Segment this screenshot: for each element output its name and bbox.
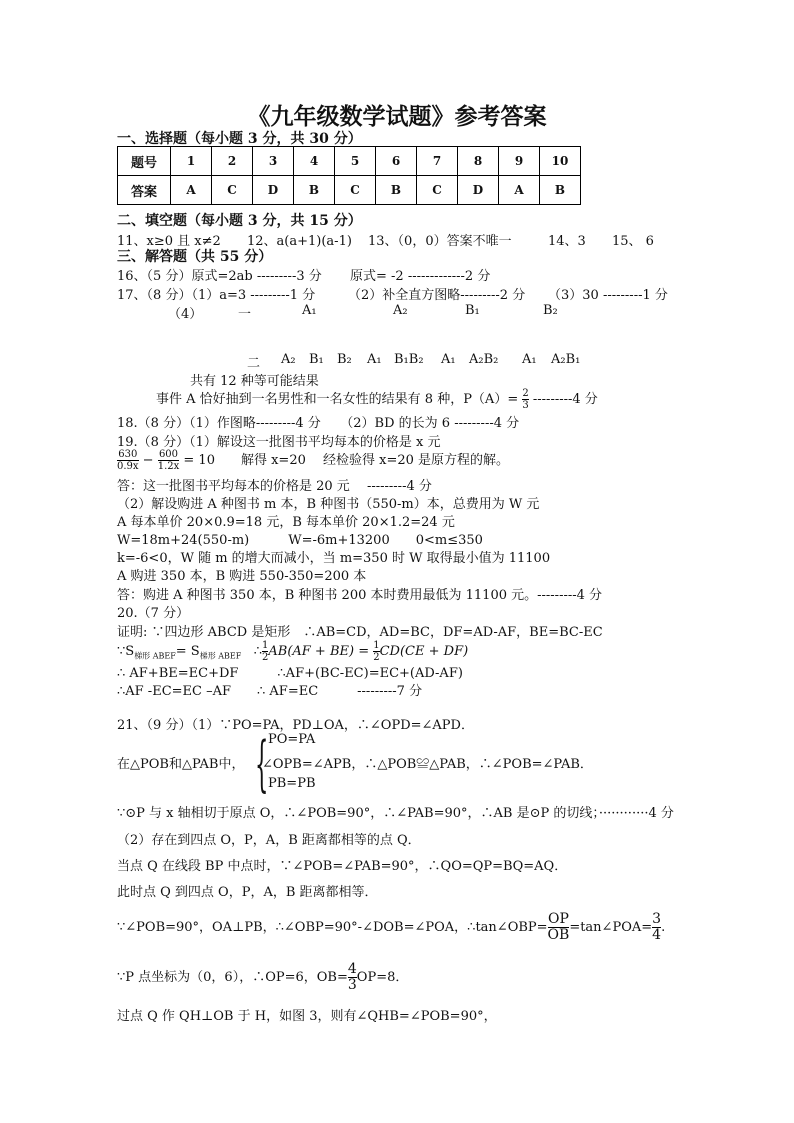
table-cell: C — [417, 176, 458, 205]
table-cell: D — [253, 176, 294, 205]
answer-15: 15、 6 — [612, 234, 654, 249]
brace-icon: { — [255, 729, 269, 799]
system-line1: PO=PA — [268, 732, 316, 747]
q16-part2: 原式= -2 -------------2 分 — [350, 269, 491, 284]
answer-table — [117, 146, 581, 205]
tree-node: 一 — [238, 307, 252, 322]
table-row — [118, 176, 581, 205]
q20-line2: $\because S_{梯形 ABEF}= S_{梯形 ABEF}$ ∴ $\frac{1}{2}$ AB(AF + BE) = $\frac{1}{2}$ CD(CE + DF) — [117, 640, 469, 663]
q19-line9: 答：购进 A 种图书 350 本，B 种图书 200 本时费用最低为 11100 元。---------4 分 — [117, 588, 603, 603]
tree-node: A₂ — [281, 352, 296, 367]
q20-line4: ∴AF -EC=EC –AF ∴ AF=EC ---------7 分 — [117, 684, 423, 699]
page-title: 《九年级数学试题》参考答案 — [247, 103, 547, 130]
fraction: $\frac{OP}{OB}$ — [547, 911, 570, 943]
table-cell: A — [171, 176, 212, 205]
table-cell: A — [499, 176, 540, 205]
q17-score: ---------4 分 — [532, 392, 598, 407]
q19-line4: （2）解设购进 A 种图书 m 本，B 种图书（550-m）本，总费用为 W 元 — [117, 497, 540, 512]
q20-heading: 20.（7 分） — [117, 606, 190, 621]
q21-line6: 此时点 Q 到四点 O，P，A，B 距离都相等． — [117, 885, 378, 900]
table-cell: 7 — [417, 147, 458, 176]
table-cell: 6 — [376, 147, 417, 176]
fraction: $\frac{600}{1.2x}$ — [157, 449, 180, 472]
table-cell: 1 — [171, 147, 212, 176]
system-line3: PB=PB — [268, 776, 316, 791]
answer-14: 14、3 — [548, 234, 586, 249]
table-cell: 2 — [212, 147, 253, 176]
q17-result: 共有 12 种等可能结果 — [190, 374, 319, 389]
q21-line3: ∵⊙P 与 x 轴相切于原点 O，∴∠POB=90°，∴∠PAB=90°，∴AB 是⊙P 的切线；············4 分 — [117, 806, 674, 821]
tree-node: B₁B₂ — [394, 352, 424, 367]
q21-line4: （2）存在到四点 O，P，A，B 距离都相等的点 Q． — [117, 833, 421, 848]
answer-12: 12、a(a+1)(a-1) — [247, 234, 352, 249]
fraction: $\frac{1}{2}$ — [373, 640, 380, 663]
q21-line7: ∵∠POB=90°，OA⊥PB，∴∠OBP=90°-∠DOB=∠POA，∴tan∠OBP= $\frac{OP}{OB}$ =tan∠POA= $\frac{3}{4}$ . — [117, 911, 666, 943]
section-choice-heading: 一、选择题（每小题 3 分，共 30 分） — [117, 131, 362, 147]
row-label: 题号 — [118, 147, 171, 176]
tree-label: 二 — [247, 356, 261, 371]
tree-label: （4） — [168, 307, 203, 322]
q21-line8: ∵P 点坐标为（0，6），∴OP=6，OB= $\frac{4}{3}$ OP=8． — [117, 961, 409, 993]
table-cell: 10 — [540, 147, 581, 176]
answer-13: 13、（0，0）答案不唯一 — [368, 234, 512, 249]
tree-node: A₁ — [302, 303, 317, 318]
table-row — [118, 147, 581, 176]
tree-node: B₁ — [465, 303, 480, 318]
row-label: 答案 — [118, 176, 171, 205]
table-cell: 3 — [253, 147, 294, 176]
fraction: $\frac{2}{3}$ — [522, 388, 529, 411]
fraction: $\frac{4}{3}$ — [347, 961, 357, 993]
q19-line6: W=18m+24(550-m) W=-6m+13200 0<m≤350 — [117, 533, 483, 548]
q19-line8: A 购进 350 本，B 购进 550-350=200 本 — [117, 569, 367, 584]
tree-node: A₁ — [441, 352, 456, 367]
system-line2: ∠OPB=∠APB，∴△POB≌△PAB，∴∠POB=∠PAB． — [262, 757, 593, 772]
q19-equation: $\frac{630}{0.9x}$ − $\frac{600}{1.2x}$ = 10 解得 x=20 经检验得 x=20 是原方程的解。 — [117, 449, 510, 472]
table-cell: B — [376, 176, 417, 205]
q17-part1: 17、（8 分）（1）a=3 ---------1 分 — [117, 288, 316, 303]
q20-line1: 证明: ∵四边形 ABCD 是矩形 ∴AB=CD，AD=BC，DF=AD-AF，BE=BC-EC — [117, 625, 603, 640]
section-solve-heading: 三、解答题（共 55 分） — [117, 249, 273, 265]
tree-node: B₂ — [543, 303, 558, 318]
q17-part2: （2）补全直方图略---------2 分 — [348, 288, 526, 303]
tree-node: A₂B₂ — [469, 352, 499, 367]
tree-node: A₂ — [393, 303, 408, 318]
tree-node: A₁ — [367, 352, 382, 367]
q19-line5: A 每本单价 20×0.9=18 元，B 每本单价 20×1.2=24 元 — [117, 515, 455, 530]
q21-line5: 当点 Q 在线段 BP 中点时，∵∠POB=∠PAB=90°，∴QO=QP=BQ=AQ． — [117, 859, 568, 874]
table-cell: B — [294, 176, 335, 205]
tree-node: B₁ — [309, 352, 324, 367]
section-fill-heading: 二、填空题（每小题 3 分，共 15 分） — [117, 213, 362, 229]
q19-line3: 答：这一批图书平均每本的价格是 20 元 ---------4 分 — [117, 479, 432, 494]
table-cell: 4 — [294, 147, 335, 176]
table-cell: B — [540, 176, 581, 205]
q20-line3: ∴ AF+BE=EC+DF ∴AF+(BC-EC)=EC+(AD-AF) — [117, 666, 463, 681]
q19-equation-text: = 10 解得 x=20 经检验得 x=20 是原方程的解。 — [183, 453, 510, 468]
q21-line1: 21、（9 分）（1）∵PO=PA，PD⊥OA，∴∠OPD=∠APD． — [117, 718, 474, 733]
table-cell: C — [335, 176, 376, 205]
q21-triangle-intro: 在△POB和△PAB中， — [117, 757, 245, 772]
tree-node: A₂B₁ — [551, 352, 581, 367]
q19-part1: 19.（8 分）（1）解设这一批图书平均每本的价格是 x 元 — [117, 435, 441, 450]
q16-part1: 16、（5 分）原式=2ab ---------3 分 — [117, 269, 322, 284]
q21-line9: 过点 Q 作 QH⊥OB 于 H，如图 3，则有∠QHB=∠POB=90°， — [117, 1009, 497, 1024]
q19-line7: k=-6<0，W 随 m 的增大而减小，当 m=350 时 W 取得最小值为 11100 — [117, 551, 551, 566]
table-cell: D — [458, 176, 499, 205]
q18: 18.（8 分）（1）作图略---------4 分 （2）BD 的长为 6 ---------4 分 — [117, 416, 520, 431]
q17-probability — [156, 388, 598, 411]
table-cell: 5 — [335, 147, 376, 176]
answer-11: 11、x≥0 且 x≠2 — [117, 234, 221, 249]
fraction: $\frac{630}{0.9x}$ — [117, 449, 139, 472]
table-cell: 9 — [499, 147, 540, 176]
table-cell: C — [212, 176, 253, 205]
q17-probability-text: 事件 A 恰好抽到一名男性和一名女性的结果有 8 种，P（A）= — [156, 392, 519, 407]
fraction: $\frac{1}{2}$ — [262, 640, 269, 663]
tree-node: B₂ — [337, 352, 352, 367]
table-cell: 8 — [458, 147, 499, 176]
tree-node: A₁ — [522, 352, 537, 367]
q17-part3: （3）30 ---------1 分 — [548, 288, 668, 303]
fraction: $\frac{3}{4}$ — [652, 911, 662, 943]
